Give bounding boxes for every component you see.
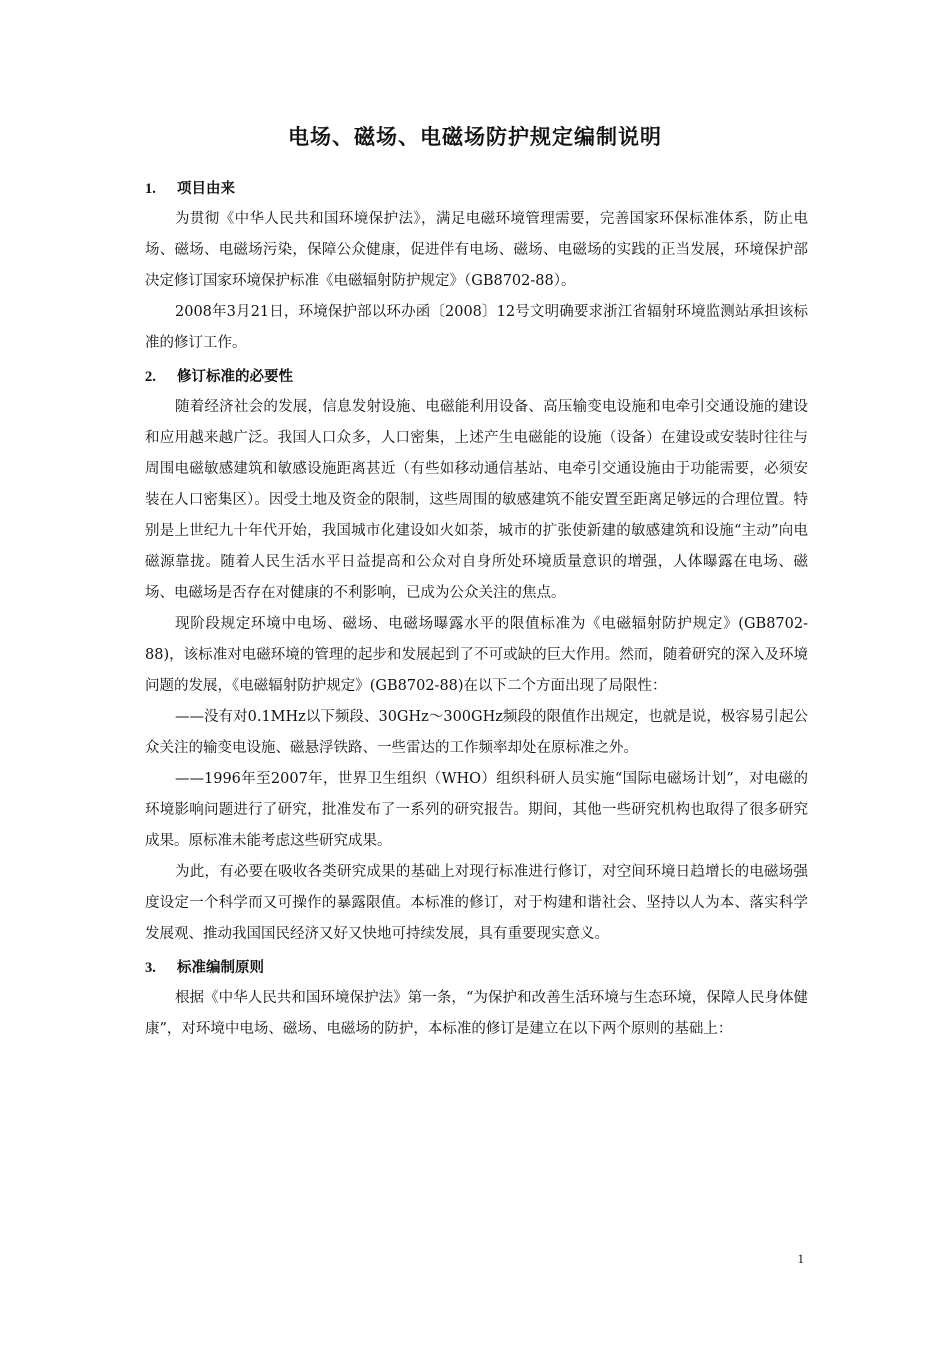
paragraph: 根据《中华人民共和国环境保护法》第一条，“为保护和改善生活环境与生态环境，保障人民身体健康”，对环境中电场、磁场、电磁场的防护，本标准的修订是建立在以下两个原则的基础上： bbox=[145, 990, 808, 1037]
section-heading-2 bbox=[145, 363, 808, 392]
section-title: 标准编制原则 bbox=[177, 960, 264, 976]
document-title: 电场、磁场、电磁场防护规定编制说明 bbox=[288, 125, 662, 149]
paragraph: 为贯彻《中华人民共和国环境保护法》，满足电磁环境管理需要，完善国家环保标准体系，防止电场、磁场、电磁场污染，保障公众健康，促进伴有电场、磁场、电磁场的实践的正当发展，环境保护部决定修订国家环境保护标准《电磁辐射防护规定》（GB8702-88）。 bbox=[145, 211, 808, 289]
paragraph: 2008年3月21日，环境保护部以环办函〔2008〕12号文明确要求浙江省辐射环境监测站承担该标准的修订工作。 bbox=[145, 304, 808, 351]
section-number: 1. bbox=[145, 181, 156, 197]
section-number: 2. bbox=[145, 369, 156, 385]
section-number: 3. bbox=[145, 960, 156, 976]
paragraph: 为此，有必要在吸收各类研究成果的基础上对现行标准进行修订，对空间环境日趋增长的电磁场强度设定一个科学而又可操作的暴露限值。本标准的修订，对于构建和谐社会、坚持以人为本、落实科学发展观、推动我国国民经济又好又快地可持续发展，具有重要现实意义。 bbox=[145, 864, 808, 942]
document-body bbox=[145, 175, 808, 1045]
section-heading-3 bbox=[145, 954, 808, 983]
section-title: 项目由来 bbox=[177, 181, 235, 197]
paragraph: 现阶段规定环境中电场、磁场、电磁场曝露水平的限值标准为《电磁辐射防护规定》(GB8702-88)，该标准对电磁环境的管理的起步和发展起到了不可或缺的巨大作用。然而，随着研究的深入及环境问题的发展，《电磁辐射防护规定》(GB8702-88)在以下二个方面出现了局限性： bbox=[145, 616, 808, 694]
page-number: 1 bbox=[797, 1251, 804, 1266]
section-heading-1 bbox=[145, 175, 808, 204]
paragraph: 随着经济社会的发展，信息发射设施、电磁能利用设备、高压输变电设施和电牵引交通设施的建设和应用越来越广泛。我国人口众多，人口密集，上述产生电磁能的设施（设备）在建设或安装时往往与周围电磁敏感建筑和敏感设施距离甚近（有些如移动通信基站、电牵引交通设施由于功能需要，必须安装在人口密集区）。因受土地及资金的限制，这些周围的敏感建筑不能安置至距离足够远的合理位置。特别是上世纪九十年代开始，我国城市化建设如火如荼，城市的扩张使新建的敏感建筑和设施“主动”向电磁源靠拢。随着人民生活水平日益提高和公众对自身所处环境质量意识的增强，人体曝露在电场、磁场、电磁场是否存在对健康的不利影响，已成为公众关注的焦点。 bbox=[145, 399, 808, 601]
section-title: 修订标准的必要性 bbox=[177, 369, 293, 385]
paragraph: ——1996年至2007年，世界卫生组织（WHO）组织科研人员实施“国际电磁场计划”，对电磁的环境影响问题进行了研究，批准发布了一系列的研究报告。期间，其他一些研究机构也取得了很多研究成果。原标准未能考虑这些研究成果。 bbox=[145, 771, 808, 849]
paragraph: ——没有对0.1MHz以下频段、30GHz～300GHz频段的限值作出规定，也就是说，极容易引起公众关注的输变电设施、磁悬浮铁路、一些雷达的工作频率却处在原标准之外。 bbox=[145, 709, 808, 756]
